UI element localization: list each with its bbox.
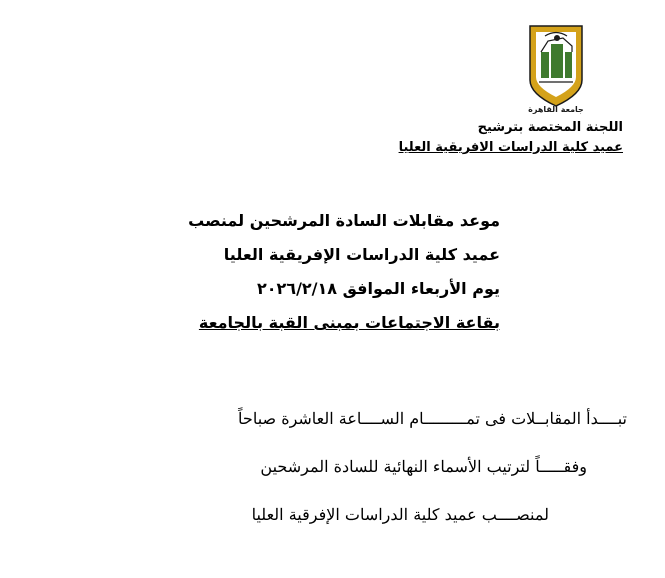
announcement-venue: بقاعة الاجتماعات بمبنى القبة بالجامعة: [198, 313, 500, 332]
details-paragraph: [238, 404, 627, 548]
announcement-date: يوم الأربعاء الموافق ٢٠٢٦/٢/١٨: [257, 279, 500, 298]
announcement-position: عميد كلية الدراسات الإفريقية العليا: [223, 245, 500, 264]
committee-line-1: اللجنة المختصة بترشيح: [477, 120, 623, 135]
committee-header: [399, 118, 623, 158]
details-line-2: وفقـــــاً لترتيب الأسماء النهائية للسادة المرشحين: [260, 457, 587, 476]
committee-line-2: عميد كلية الدراسات الافريقية العليا: [398, 140, 623, 155]
logo-text: جامعة القاهرة: [528, 105, 584, 114]
details-line-3: لمنصــــب عميد كلية الدراسات الإفرقية العليا: [251, 505, 549, 524]
details-line-1: تبــــدأ المقابــلات فى تمـــــــــام الســــاعة العاشرة صباحاً: [238, 409, 627, 428]
cairo-university-logo: [527, 24, 585, 114]
announcement-block: [140, 204, 500, 340]
announcement-title: موعد مقابلات السادة المرشحين لمنصب: [188, 211, 500, 230]
cairo-university-emblem-icon: [527, 24, 585, 114]
